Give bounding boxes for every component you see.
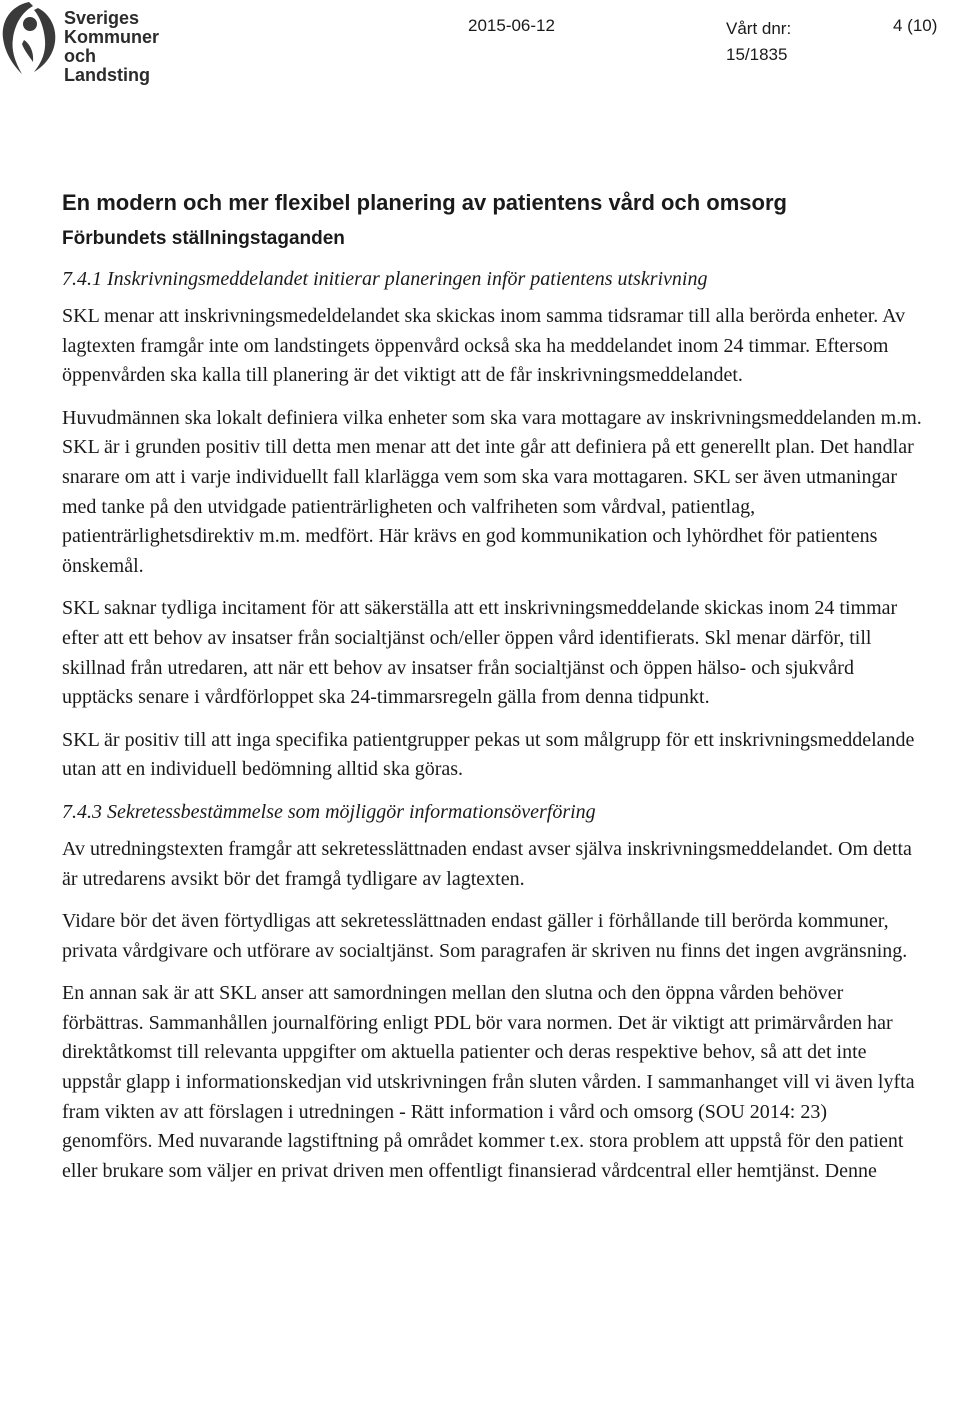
skl-logo-mark-icon xyxy=(0,0,58,76)
paragraph: Av utredningstexten framgår att sekretesslättnaden endast avser själva inskrivningsmeddelandet. Om detta är utredarens avsikt bör det framgå tydligare av lagtexten. xyxy=(62,837,912,890)
document-body xyxy=(62,188,922,1199)
skl-logo xyxy=(0,0,180,85)
paragraph: Vidare bör det även förtydligas att sekretesslättnaden endast gäller i förhållande till berörda kommuner, privata vårdgivare och utförare av socialtjänst. Som paragrafen är skriven nu finns det ingen avgränsning. xyxy=(62,910,908,962)
logo-line-1: Sveriges xyxy=(64,8,140,28)
paragraph: SKL saknar tydliga incitament för att säkerställa att ett inskrivningsmeddelande skickas inom 24 timmar efter att ett behov av insatser från socialtjänst och/eller öppen vård identifierats. Skl menar därför, till skillnad från utredaren, att när ett behov av insatser från socialtjänst och öppen hälso- och sjukvård upptäcks senare i vårdförloppet ska 24-timmarsregeln gälla from denna tidpunkt. xyxy=(62,597,898,709)
paragraph: SKL menar att inskrivningsmedeldelandet ska skickas inom samma tidsramar till alla berörda enheter. Av lagtexten framgår inte om landstingets öppenvård också ska ha meddelandet inom 24 timmar. Eftersom öppenvården ska kalla till planering är det viktigt att de får inskrivningsmeddelandet. xyxy=(62,305,906,387)
paragraph: Huvudmännen ska lokalt definiera vilka enheter som ska vara mottagare av inskrivningsmeddelanden m.m. SKL är i grunden positiv till detta men menar att det inte går att definiera på ett generellt plan. Det handlar snarare om att i varje individuellt fall klarlägga vem som ska vara mottagaren. SKL ser även utmaningar med tanke på den utvidgade patienträrligheten och valfriheten som vårdval, patientlag, patienträrlighetsdirektiv m.m. medfört. Här krävs en god kommunikation och lyhördhet för patientens önskemål. xyxy=(62,406,922,577)
section-heading-741: 7.4.1 Inskrivningsmeddelandet initierar planeringen inför patientens utskrivning xyxy=(62,268,708,290)
document-title: En modern och mer flexibel planering av patientens vård och omsorg xyxy=(62,190,787,215)
page-number: 4 (10) xyxy=(893,16,938,35)
logo-wordmark xyxy=(64,9,180,85)
reference-label: Vårt dnr: xyxy=(726,19,792,38)
page-header xyxy=(0,0,960,85)
section-heading-743: 7.4.3 Sekretessbestämmelse som möjliggör informationsöverföring xyxy=(62,800,596,823)
document-subtitle: Förbundets ställningstaganden xyxy=(62,228,345,249)
logo-line-2: Kommuner xyxy=(64,27,160,47)
paragraph: SKL är positiv till att inga specifika patientgrupper pekas ut som målgrupp för ett inskrivningsmeddelande utan att en individuell bedömning alltid ska göras. xyxy=(62,728,915,781)
document-date: 2015-06-12 xyxy=(468,16,555,35)
paragraph: En annan sak är att SKL anser att samordningen mellan den slutna och den öppna vården behöver förbättras. Sammanhållen journalföring enligt PDL bör vara normen. Det är viktigt att primärvården har direktåtkomst till relevanta uppgifter om aktuella patienter och deras respektive behov, så att det inte uppstår glapp i informationskedjan vid utskrivningen från sluten vården. I sammanhanget vill vi även lyfta fram vikten av att förslagen i utredningen - Rätt information i vård och omsorg (SOU 2014: 23) genomförs. Med nuvarande lagstiftning på området kommer t.ex. stora problem att uppstå för den patient eller brukare som väljer en privat driven men offentligt finansierad vårdcentral eller hemtjänst. Denne xyxy=(62,982,915,1182)
reference-number: 15/1835 xyxy=(726,45,788,64)
logo-line-3: och Landsting xyxy=(64,46,150,85)
document-reference xyxy=(726,16,791,68)
